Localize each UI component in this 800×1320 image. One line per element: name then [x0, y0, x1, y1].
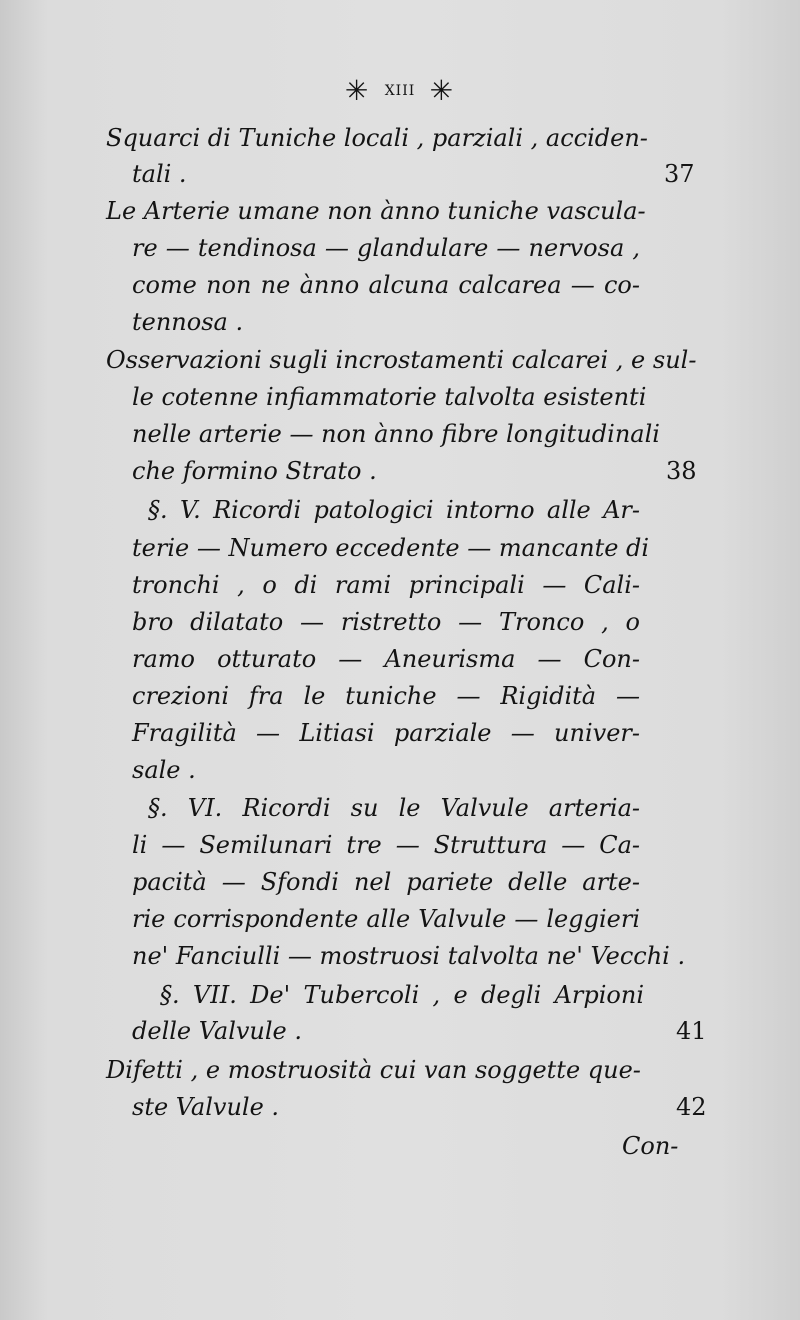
text-line: Squarci di Tuniche locali , parziali , acciden- [106, 124, 648, 152]
page-ref: 37 [664, 160, 695, 188]
text-line: tali . [132, 160, 187, 188]
text-line: pacità — Sfondi nel pariete delle arte- [132, 868, 640, 896]
text-line: ramo otturato — Aneurisma — Con- [132, 645, 640, 673]
text-line: Fragilità — Litiasi parziale — univer- [132, 719, 640, 747]
ornament-right-icon: ✳ [429, 74, 456, 107]
text-line: tennosa . [132, 308, 244, 336]
text-line: ste Valvule . [132, 1093, 280, 1121]
text-line: ne' Fanciulli — mostruosi talvolta ne' Vecchi . [132, 942, 686, 970]
text-line: le cotenne infiammatorie talvolta esistenti [132, 383, 647, 411]
text-line: nelle arterie — non ànno fibre longitudinali [132, 420, 660, 448]
text-line: re — tendinosa — glandulare — nervosa , [132, 234, 640, 262]
roman-page-number: XIII [384, 82, 416, 99]
catchword: Con- [622, 1132, 679, 1160]
ornament-left-icon: ✳ [344, 74, 371, 107]
text-line: delle Valvule . [132, 1017, 303, 1045]
section-heading-vii: §. VII. De' Tubercoli , e degli Arpioni [160, 981, 644, 1009]
text-line: sale . [132, 756, 196, 784]
text-line: Osservazioni sugli incrostamenti calcarei , e sul- [106, 346, 697, 374]
text-line: Difetti , e mostruosità cui van soggette que- [106, 1056, 641, 1084]
section-heading-vi: §. VI. Ricordi su le Valvule arteria- [148, 794, 640, 822]
page-header [0, 74, 800, 107]
text-line: rie corrispondente alle Valvule — leggieri [132, 905, 640, 933]
text-line: come non ne ànno alcuna calcarea — co- [132, 271, 640, 299]
page-ref: 41 [676, 1017, 707, 1045]
text-line: Le Arterie umane non ànno tuniche vascula- [106, 197, 646, 225]
text-line: che formino Strato . [132, 457, 377, 485]
page-ref: 38 [666, 457, 697, 485]
text-line: crezioni fra le tuniche — Rigidità — [132, 682, 640, 710]
text-line: li — Semilunari tre — Struttura — Ca- [132, 831, 640, 859]
text-line: terie — Numero eccedente — mancante di [132, 534, 650, 562]
page-ref: 42 [676, 1093, 707, 1121]
text-line: bro dilatato — ristretto — Tronco , o [132, 608, 640, 636]
section-heading-v: §. V. Ricordi patologici intorno alle Ar- [148, 496, 640, 524]
text-line: tronchi , o di rami principali — Cali- [132, 571, 640, 599]
